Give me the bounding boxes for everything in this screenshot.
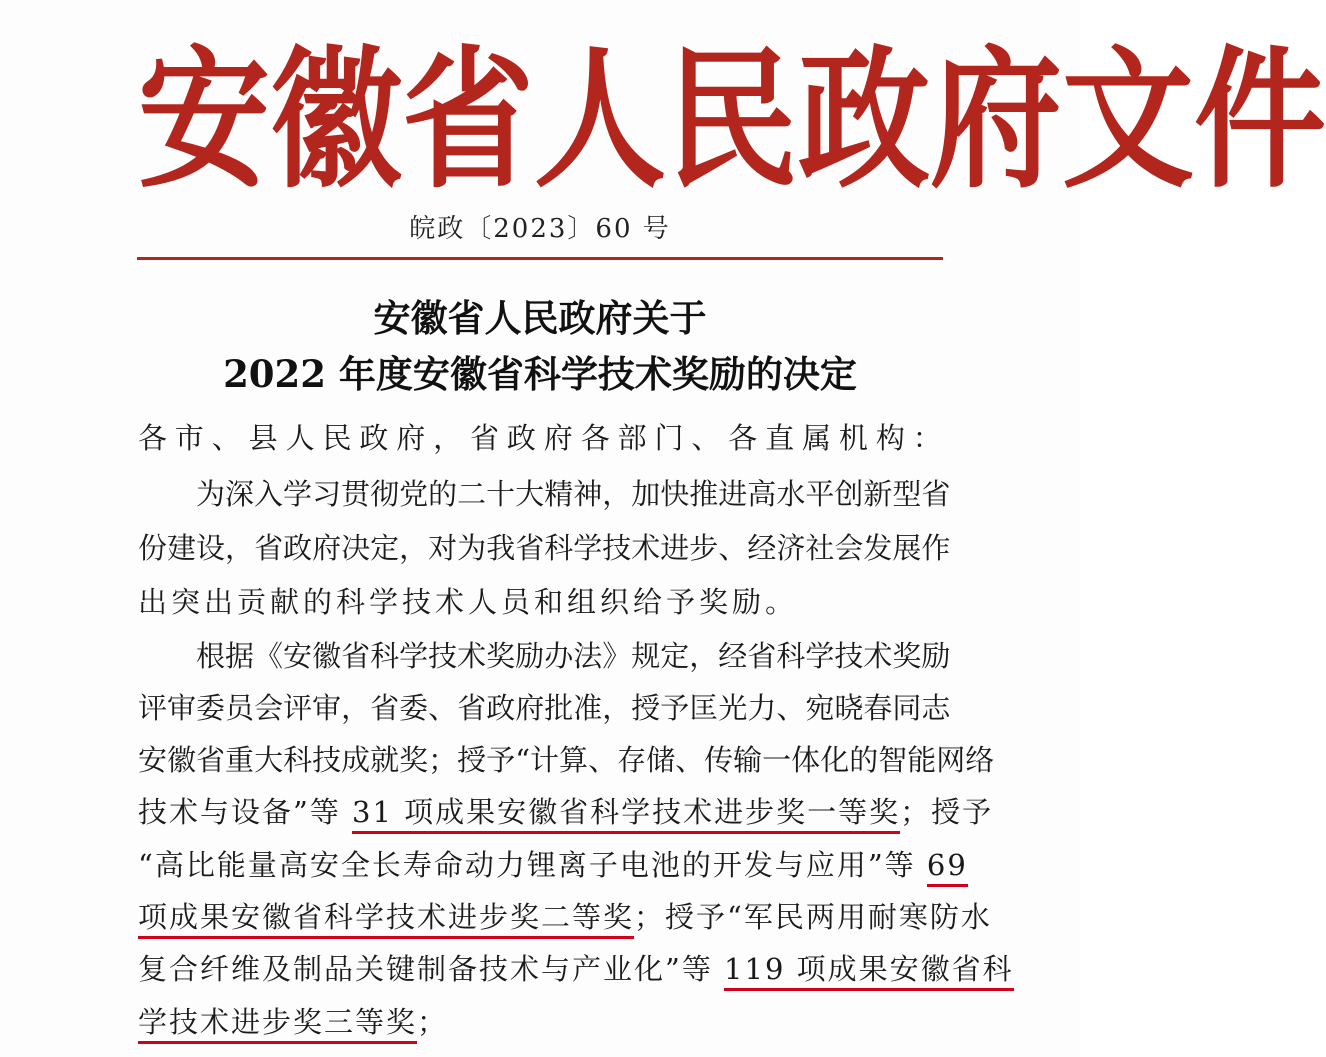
text-char: 经 — [718, 639, 748, 673]
text-char: 、 — [691, 421, 721, 455]
text-char: 审 — [167, 691, 197, 725]
text-char: 授 — [457, 743, 487, 777]
text-char: 为 — [196, 477, 226, 511]
text-char: 一 — [762, 743, 792, 777]
text-char: 推 — [689, 477, 719, 511]
text-char: 省 — [254, 531, 284, 565]
text-char: 各 — [138, 421, 168, 455]
text-char: 高 — [747, 477, 777, 511]
text-char: 省 — [457, 691, 487, 725]
text-char: 徽 — [312, 639, 342, 673]
text-char: 构 — [875, 421, 905, 455]
text-char: 励 — [921, 639, 951, 673]
text-char: 对 — [428, 531, 458, 565]
text-char: 学 — [573, 531, 603, 565]
text-char: 科 — [283, 743, 313, 777]
text-char: 重 — [225, 743, 255, 777]
text-char: 技 — [312, 743, 342, 777]
text-char: 新 — [863, 477, 893, 511]
text-char: 、 — [675, 743, 705, 777]
text-char: 能 — [907, 743, 937, 777]
text-char: 徽 — [167, 743, 197, 777]
text-char: 直 — [765, 421, 795, 455]
text-char: 定 — [660, 639, 690, 673]
text-segment: ； — [417, 1005, 449, 1039]
text-char: 省 — [370, 691, 400, 725]
text-char: 政 — [359, 421, 389, 455]
text-char: 学 — [399, 639, 429, 673]
text-segment: 技术与设备”等 — [138, 795, 353, 829]
text-char: 份 — [138, 531, 168, 565]
paragraph-1-line-3: 出突出贡献的科学技术人员和组织给予奖励。 — [138, 585, 799, 619]
text-char: 省 — [196, 743, 226, 777]
text-char: 传 — [704, 743, 734, 777]
text-char: ， — [341, 691, 371, 725]
text-char: 部 — [617, 421, 647, 455]
text-char: 彻 — [370, 477, 400, 511]
text-char: 春 — [863, 691, 893, 725]
text-char: 晓 — [834, 691, 864, 725]
text-char: 评 — [138, 691, 168, 725]
text-char: 我 — [486, 531, 516, 565]
masthead-char: 件 — [1194, 30, 1326, 210]
masthead-char: 民 — [666, 30, 798, 210]
masthead-char: 政 — [798, 30, 930, 210]
text-char: 办 — [544, 639, 574, 673]
text-char: 市 — [174, 421, 204, 455]
text-char: 科 — [370, 639, 400, 673]
text-segment: 复合纤维及制品关键制备技术与产业化”等 — [138, 952, 725, 986]
text-char: 大 — [515, 477, 545, 511]
text-char: 员 — [225, 691, 255, 725]
text-char: ： — [912, 421, 942, 455]
paragraph-1-line-2 — [138, 528, 951, 568]
paragraph-1-line-1 — [138, 474, 951, 514]
paragraph-2-line-5 — [138, 845, 968, 885]
text-char: 计 — [530, 743, 560, 777]
text-char: 法 — [573, 639, 603, 673]
text-char: 展 — [892, 531, 922, 565]
text-char: 府 — [515, 691, 545, 725]
text-char: 人 — [285, 421, 315, 455]
highlighted-award-count-first-class: 31 项成果安徽省科学技术进步奖一等奖 — [352, 795, 900, 834]
paragraph-2-line-2 — [138, 688, 951, 728]
text-char: 水 — [776, 477, 806, 511]
text-char: 》 — [602, 639, 632, 673]
text-char: 政 — [283, 531, 313, 565]
highlighted-award-count-second-class: 69 — [927, 848, 968, 887]
text-char: 《 — [254, 639, 284, 673]
text-char: 、 — [776, 691, 806, 725]
text-char: 科 — [776, 639, 806, 673]
text-char: 储 — [646, 743, 676, 777]
text-char: 算 — [559, 743, 589, 777]
text-char: 府 — [396, 421, 426, 455]
text-char: 入 — [254, 477, 284, 511]
text-char: 济 — [776, 531, 806, 565]
text-char: 智 — [878, 743, 908, 777]
text-char: 政 — [486, 691, 516, 725]
text-char: 创 — [834, 477, 864, 511]
text-char: 光 — [718, 691, 748, 725]
text-char: 加 — [631, 477, 661, 511]
text-char: 络 — [965, 743, 995, 777]
masthead-char: 徽 — [270, 30, 402, 210]
text-segment: ；授予“军民两用耐寒防水 — [634, 900, 992, 934]
highlighted-award-count-third-class: 119 项成果安徽省科 — [724, 952, 1014, 991]
text-char: 化 — [820, 743, 850, 777]
text-char: 术 — [631, 531, 661, 565]
text-char: 规 — [631, 639, 661, 673]
text-char: 根 — [196, 639, 226, 673]
text-char: 奖 — [399, 743, 429, 777]
text-char: 各 — [728, 421, 758, 455]
text-char: 精 — [544, 477, 574, 511]
text-char: 二 — [457, 477, 487, 511]
text-char: 匡 — [689, 691, 719, 725]
text-segment: ；授予 — [900, 795, 994, 829]
text-char: 省 — [747, 639, 777, 673]
text-char: ， — [602, 477, 632, 511]
text-char: 作 — [921, 531, 951, 565]
text-char: 据 — [225, 639, 255, 673]
text-char: 民 — [322, 421, 352, 455]
text-char: 安 — [138, 743, 168, 777]
masthead-char: 文 — [1062, 30, 1194, 210]
text-char: 府 — [543, 421, 573, 455]
masthead-char: 人 — [534, 30, 666, 210]
text-char: “ — [515, 743, 531, 777]
paragraph-2-line-1 — [138, 636, 951, 676]
text-char: 委 — [399, 691, 429, 725]
text-char: 予 — [486, 743, 516, 777]
text-char: 科 — [544, 531, 574, 565]
text-char: 省 — [341, 639, 371, 673]
text-char: 成 — [341, 743, 371, 777]
highlighted-award-second-class: 项成果安徽省科学技术进步奖二等奖 — [138, 900, 634, 939]
text-char: 平 — [805, 477, 835, 511]
text-char: 为 — [457, 531, 487, 565]
paragraph-2-line-7 — [138, 949, 1014, 989]
text-char: ， — [225, 531, 255, 565]
text-char: 技 — [834, 639, 864, 673]
text-char: 存 — [617, 743, 647, 777]
masthead-char: 府 — [930, 30, 1062, 210]
text-char: 建 — [167, 531, 197, 565]
text-char: 的 — [849, 743, 879, 777]
paragraph-2-line-3 — [138, 740, 995, 780]
highlighted-award-third-class: 学技术进步奖三等奖 — [138, 1005, 417, 1044]
text-char: 授 — [631, 691, 661, 725]
text-char: 社 — [805, 531, 835, 565]
text-char: 十 — [486, 477, 516, 511]
text-char: 安 — [283, 639, 313, 673]
text-char: 输 — [733, 743, 763, 777]
text-char: 学 — [283, 477, 313, 511]
text-char: 评 — [283, 691, 313, 725]
text-char: 奖 — [892, 639, 922, 673]
text-char: 批 — [544, 691, 574, 725]
text-char: 机 — [838, 421, 868, 455]
paragraph-2-line-4 — [138, 792, 994, 832]
text-char: 学 — [805, 639, 835, 673]
text-char: 决 — [341, 531, 371, 565]
text-char: 准 — [573, 691, 603, 725]
text-char: ； — [428, 743, 458, 777]
text-char: 贯 — [341, 477, 371, 511]
document-title-line-1: 安徽省人民政府关于 — [373, 296, 707, 340]
text-char: 门 — [654, 421, 684, 455]
text-char: 审 — [312, 691, 342, 725]
text-char: 各 — [580, 421, 610, 455]
text-char: 、 — [718, 531, 748, 565]
text-char: 快 — [660, 477, 690, 511]
text-char: 府 — [312, 531, 342, 565]
text-char: 网 — [936, 743, 966, 777]
text-char: 的 — [428, 477, 458, 511]
paragraph-2-line-8 — [138, 1002, 942, 1042]
text-char: 技 — [602, 531, 632, 565]
text-char: 会 — [834, 531, 864, 565]
paragraph-2-line-6 — [138, 897, 992, 937]
text-segment: “高比能量高安全长寿命动力锂离子电池的开发与应用”等 — [138, 848, 927, 882]
text-char: 、 — [211, 421, 241, 455]
addressee-line — [138, 418, 942, 458]
text-char: 步 — [689, 531, 719, 565]
text-char: 力 — [747, 691, 777, 725]
text-char: ， — [433, 421, 463, 455]
text-char: 进 — [660, 531, 690, 565]
text-char: ， — [689, 639, 719, 673]
text-char: 县 — [248, 421, 278, 455]
red-divider-rule — [137, 257, 943, 260]
text-char: 定 — [370, 531, 400, 565]
text-char: 政 — [506, 421, 536, 455]
text-char: ， — [602, 691, 632, 725]
text-char: 习 — [312, 477, 342, 511]
text-char: 设 — [196, 531, 226, 565]
document-number: 皖政〔2023〕60 号 — [409, 214, 671, 244]
text-char: 大 — [254, 743, 284, 777]
masthead-char: 省 — [402, 30, 534, 210]
text-char: 会 — [254, 691, 284, 725]
masthead-char: 安 — [138, 30, 270, 210]
text-char: 术 — [863, 639, 893, 673]
text-char: 进 — [718, 477, 748, 511]
text-char: 励 — [515, 639, 545, 673]
text-char: 型 — [892, 477, 922, 511]
text-char: 同 — [892, 691, 922, 725]
text-char: 党 — [399, 477, 429, 511]
text-char: 宛 — [805, 691, 835, 725]
text-char: 奖 — [486, 639, 516, 673]
document-masthead — [138, 30, 1326, 210]
text-char: 体 — [791, 743, 821, 777]
text-char: 、 — [588, 743, 618, 777]
text-char: 予 — [660, 691, 690, 725]
text-char: 技 — [428, 639, 458, 673]
text-char: 属 — [802, 421, 832, 455]
text-char: 经 — [747, 531, 777, 565]
text-char: 就 — [370, 743, 400, 777]
document-title-line-2: 2022 年度安徽省科学技术奖励的决定 — [223, 352, 857, 396]
text-char: 委 — [196, 691, 226, 725]
text-char: 省 — [515, 531, 545, 565]
text-char: 省 — [921, 477, 951, 511]
text-char: 发 — [863, 531, 893, 565]
text-char: 神 — [573, 477, 603, 511]
text-char: 志 — [921, 691, 951, 725]
text-char: 、 — [428, 691, 458, 725]
text-char: 省 — [470, 421, 500, 455]
text-char: 术 — [457, 639, 487, 673]
text-char: 深 — [225, 477, 255, 511]
text-char: ， — [399, 531, 429, 565]
